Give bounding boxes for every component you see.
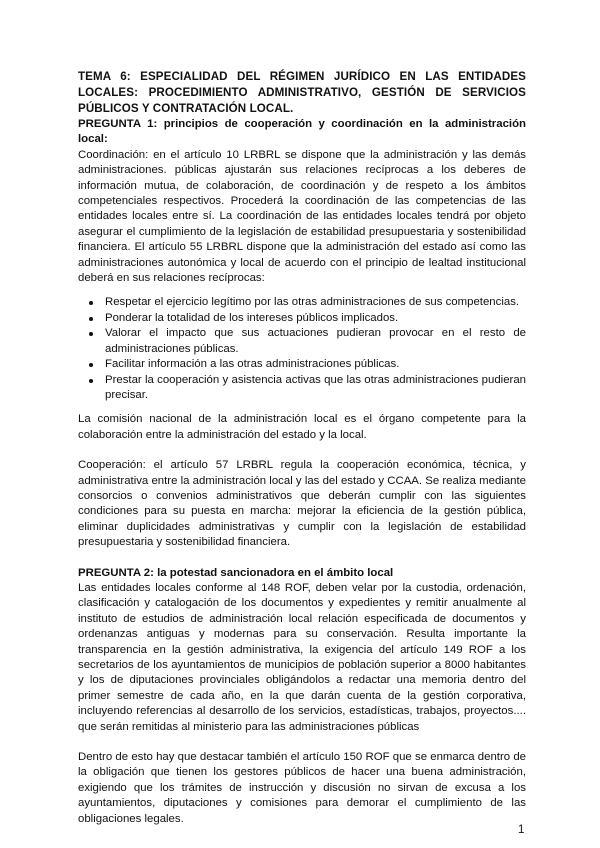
paragraph-coordinacion: Coordinación: en el artículo 10 LRBRL se dispone que la administración y las demás administraciones. públicas ajustarán sus relaciones recíprocas a los deberes de información mutua, de colaboración, de coordinación y de respeto a los ámbitos competenciales respectivos. Procederá la coordinación de las competencias de las entidades locales entre sí. La coordinación de las entidades locales tendrá por objeto asegurar el cumplimiento de la legislación de estabilidad presupuestaria y sostenibilidad financiera. El artículo 55 LRBRL dispone que la administración del estado así como las administraciones autonómica y local de acuerdo con el principio de lealtad institucional deberá en sus relaciones recíprocas: bbox=[78, 148, 526, 285]
section-heading: PREGUNTA 1: principios de cooperación y coordinación en la administración local: bbox=[78, 118, 526, 146]
section-pregunta-2 bbox=[78, 566, 526, 735]
principles-list bbox=[78, 295, 526, 403]
document-title: TEMA 6: ESPECIALIDAD DEL RÉGIMEN JURÍDICO EN LAS ENTIDADES LOCALES: PROCEDIMIENTO ADMINISTRATIVO, GESTIÓN DE SERVICIOS PÚBLICOS Y CONTRATACIÓN LOCAL. bbox=[78, 70, 526, 115]
list-item: Respetar el ejercicio legítimo por las otras administraciones de sus competencias. bbox=[78, 295, 526, 310]
page-number: 1 bbox=[518, 824, 525, 836]
section-pregunta-1 bbox=[78, 117, 526, 286]
section-heading: PREGUNTA 2: la potestad sancionadora en el ámbito local bbox=[78, 566, 394, 579]
paragraph-cooperacion: Cooperación: el artículo 57 LRBRL regula la cooperación económica, técnica, y administrativa entre la administración local y las del estado y CCAA. Se realiza mediante consorcios o convenios administrativos que deberán cumplir con las siguientes condiciones para su puesta en marcha: mejorar la eficiencia de la gestión pública, eliminar duplicidades administrativas y cumplir con la legislación de estabilidad presupuestaria y sostenibilidad financiera. bbox=[78, 459, 526, 549]
list-item: Prestar la cooperación y asistencia activas que las otras administraciones pudieran precisar. bbox=[78, 373, 526, 404]
paragraph-comision: La comisión nacional de la administración local es el órgano competente para la colaboración entre la administración del estado y la local. bbox=[78, 413, 526, 441]
list-item: Facilitar información a las otras administraciones públicas. bbox=[78, 357, 526, 372]
list-item: Ponderar la totalidad de los intereses públicos implicados. bbox=[78, 311, 526, 326]
paragraph-148-rof: Las entidades locales conforme al 148 ROF, deben velar por la custodia, ordenación, clasificación y catalogación de los documentos y expedientes y remitir anualmente al instituto de estudios de administración local relación especificada de documentos y ordenanzas antiguas y modernas para su conservación. Resulta importante la transparencia en la gestión administrativa, la exigencia del artículo 149 ROF a los secretarios de los ayuntamientos de municipios de población superior a 8000 habitantes y los de diputaciones provinciales obligándolos a redactar una memoria dentro del primer semestre de cada año, en la que darán cuenta de la gestión corporativa, incluyendo referencias al desarrollo de los servicios, estadísticas, trabajos, proyectos.... que serán remitidas al ministerio para las administraciones públicas bbox=[78, 581, 526, 733]
list-item: Valorar el impacto que sus actuaciones pudieran provocar en el resto de administraciones públicas. bbox=[78, 326, 526, 357]
paragraph-150-rof: Dentro de esto hay que destacar también el artículo 150 ROF que se enmarca dentro de la obligación que tienen los gestores públicos de hacer una buena administración, exigiendo que los trámites de instrucción y discusión no sirvan de excusa a los ayuntamientos, diputaciones y comisiones para demorar el cumplimiento de las obligaciones legales. bbox=[78, 751, 526, 825]
